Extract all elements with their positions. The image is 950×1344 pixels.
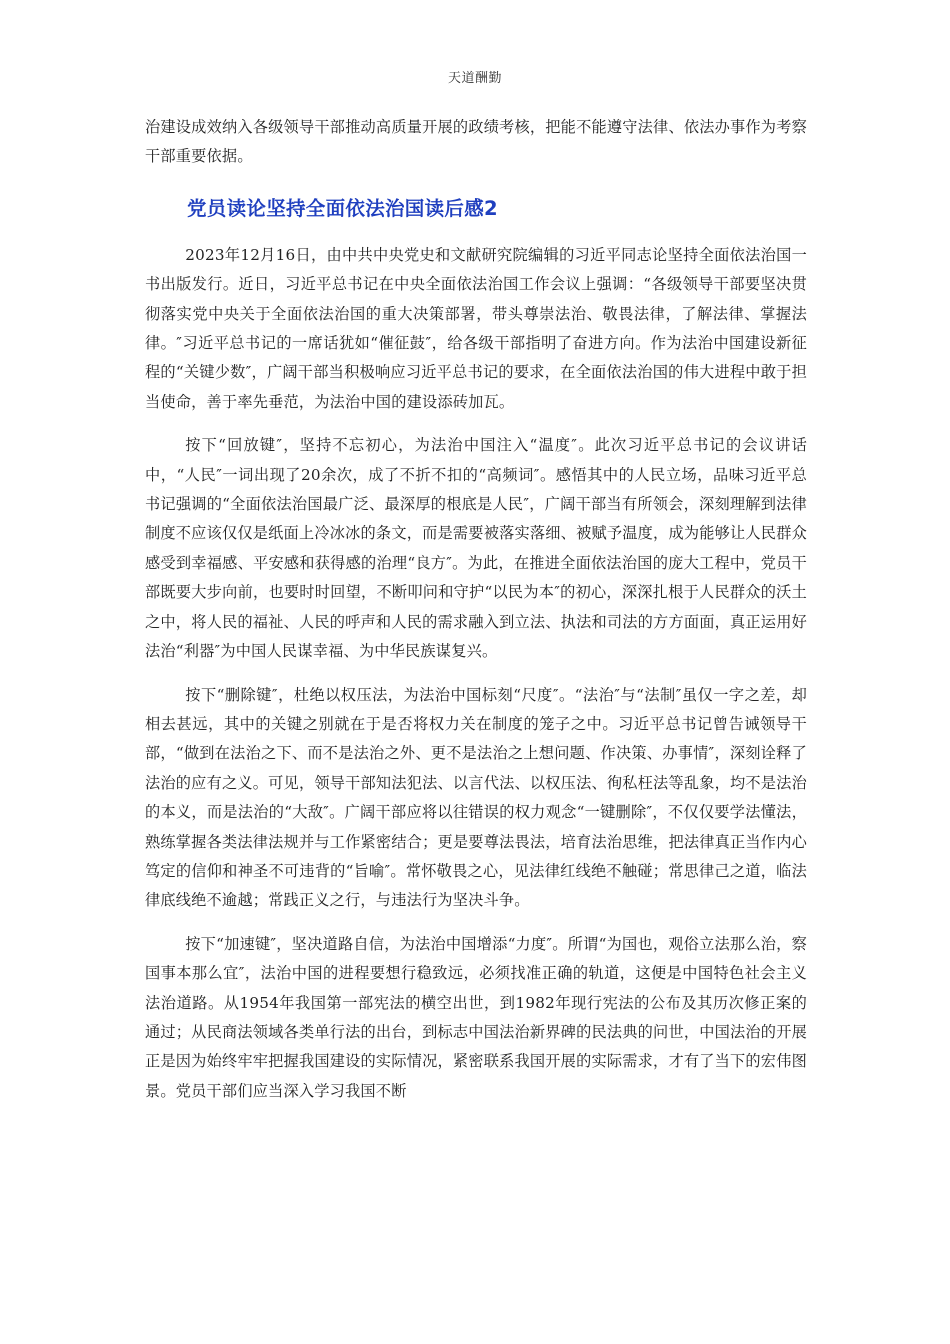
article-body xyxy=(145,113,807,1106)
continuation-paragraph: 治建设成效纳入各级领导干部推动高质量开展的政绩考核，把能不能遵守法律、依法办事作为考察干部重要依据。 xyxy=(145,118,807,166)
paragraph-intro: 2023年12月16日，由中共中央党史和文献研究院编辑的习近平同志论坚持全面依法治国一书出版发行。近日，习近平总书记在中央全面依法治国工作会议上强调：“各级领导干部要坚决贯彻落实党中央关于全面依法治国的重大决策部署，带头尊崇法治、敬畏法律，了解法律、掌握法律。″习近平总书记的一席话犹如“催征鼓″，给各级干部指明了奋进方向。作为法治中国建设新征程的“关键少数″，广阔干部当积极响应习近平总书记的要求，在全面依法治国的伟大进程中敢于担当使命，善于率先垂范，为法治中国的建设添砖加瓦。 xyxy=(145,245,807,411)
page-header: 天道酬勤 xyxy=(447,71,502,86)
paragraph-accelerate: 按下“加速键″，坚决道路自信，为法治中国增添“力度″。所谓“为国也，观俗立法那么治，察国事本那么宜″，法治中国的进程要想行稳致远，必须找准正确的轨道，这便是中国特色社会主义法治道路。从1954年我国第一部宪法的横空出世，到1982年现行宪法的公布及其历次修正案的通过；从民商法领域各类单行法的出台，到标志中国法治新界碑的民法典的问世，中国法治的开展正是因为始终牢牢把握我国建设的实际情况，紧密联系我国开展的实际需求，才有了当下的宏伟图景。党员干部们应当深入学习我国不断 xyxy=(145,934,807,1100)
paragraph-replay: 按下“回放键″，坚持不忘初心，为法治中国注入“温度″。此次习近平总书记的会议讲话中，“人民″一词出现了20余次，成了不折不扣的“高频词″。感悟其中的人民立场，品味习近平总书记强调的“全面依法治国最广泛、最深厚的根底是人民″，广阔干部当有所领会，深刻理解到法律制度不应该仅仅是纸面上冷冰冰的条文，而是需要被落实落细、被赋予温度，成为能够让人民群众感受到幸福感、平安感和获得感的治理“良方″。为此，在推进全面依法治国的庞大工程中，党员干部既要大步向前，也要时时回望，不断叩问和守护“以民为本″的初心，深深扎根于人民群众的沃土之中，将人民的福祉、人民的呼声和人民的需求融入到立法、执法和司法的方方面面，真正运用好法治“利器″为中国人民谋幸福、为中华民族谋复兴。 xyxy=(145,436,807,661)
article-title: 党员读论坚持全面依法治国读后感2 xyxy=(187,196,498,220)
paragraph-delete: 按下“删除键″，杜绝以权压法，为法治中国标刻“尺度″。“法治″与“法制″虽仅一字之差，却相去甚远，其中的关键之别就在于是否将权力关在制度的笼子之中。习近平总书记曾告诫领导干部，“做到在法治之下、而不是法治之外、更不是法治之上想问题、作决策、办事情″，深刻诠释了法治的应有之义。可见，领导干部知法犯法、以言代法、以权压法、徇私枉法等乱象，均不是法治的本义，而是法治的“大敌″。广阔干部应将以往错误的权力观念“一键删除″，不仅仅要学法懂法，熟练掌握各类法律法规并与工作紧密结合；更是要尊法畏法，培育法治思维，把法律真正当作内心笃定的信仰和神圣不可违背的“旨喻″。常怀敬畏之心，见法律红线绝不触碰；常思律己之道，临法律底线绝不逾越；常践正义之行，与违法行为坚决斗争。 xyxy=(145,685,807,910)
